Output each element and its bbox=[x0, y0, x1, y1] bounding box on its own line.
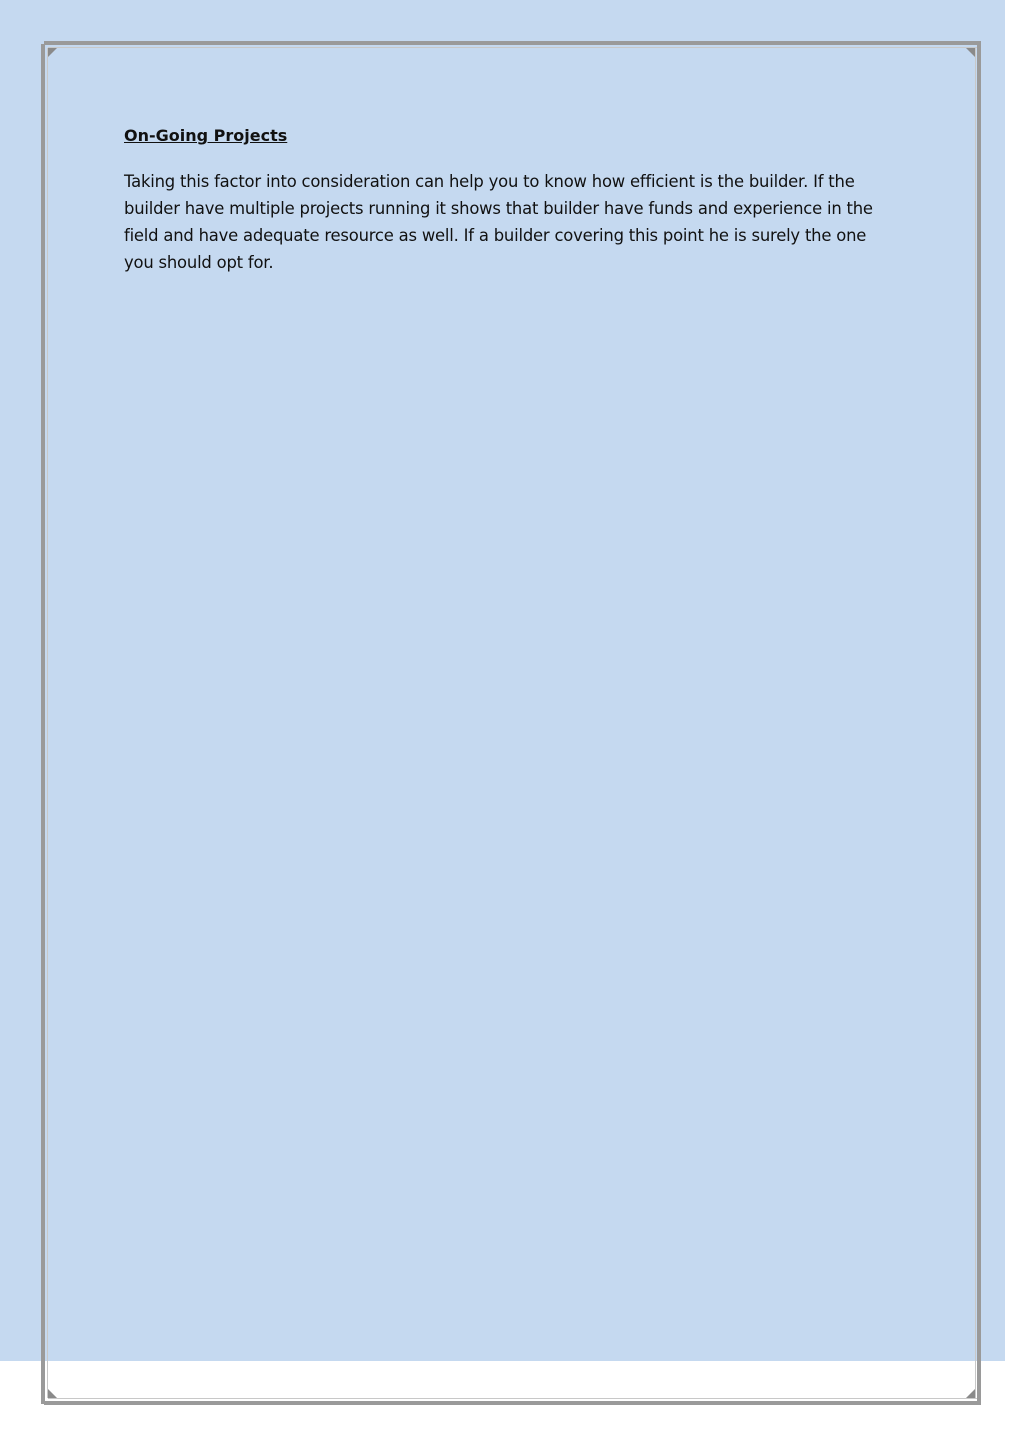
frame-right-border bbox=[977, 44, 981, 1404]
corner-ornament-bottom-right bbox=[966, 1389, 975, 1398]
section-paragraph: Taking this factor into consideration can help you to know how efficient is the builder. If the builder have multiple projects running it shows that builder have funds and experience in the field and have adequate resource as well. If a builder covering this point he is surely the one you should opt for. bbox=[124, 172, 873, 272]
section-heading: On-Going Projects bbox=[124, 126, 288, 145]
frame-inner-top bbox=[48, 47, 977, 48]
frame-bottom-border bbox=[44, 1401, 981, 1405]
frame-inner-right bbox=[975, 48, 976, 1398]
frame-left-border bbox=[41, 44, 45, 1404]
frame-inner-left bbox=[47, 48, 48, 1398]
document-body bbox=[124, 124, 899, 276]
frame-top-border bbox=[44, 41, 981, 45]
frame-inner-bottom bbox=[48, 1398, 977, 1399]
corner-ornament-bottom-left bbox=[48, 1389, 57, 1398]
